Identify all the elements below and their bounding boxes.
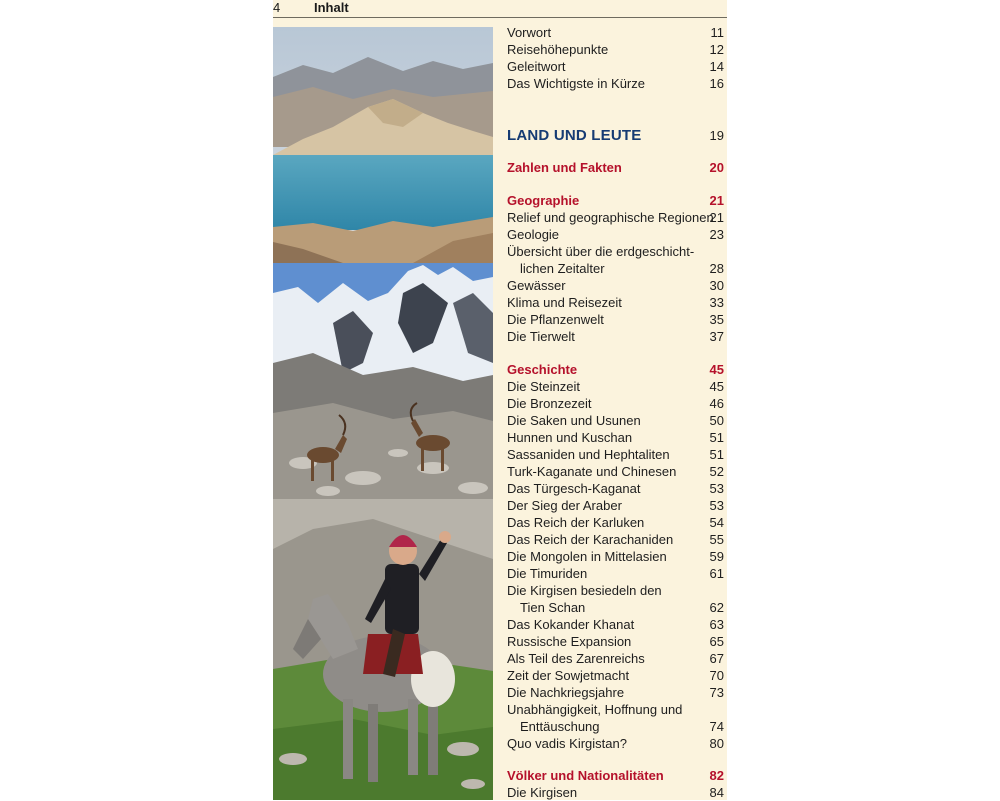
toc-entry [507,701,726,718]
toc-title: Die Tierwelt [507,329,575,344]
toc-entry [507,328,726,345]
toc-entry [507,531,726,548]
toc-entry [507,784,726,801]
toc-entry [507,582,726,599]
toc-entry [507,684,726,701]
toc-page-number: 74 [709,719,724,734]
toc-title: Das Wichtigste in Kürze [507,76,645,91]
toc-page-number: 45 [709,362,724,377]
toc-title: Unabhängigkeit, Hoffnung und [507,702,683,717]
toc-title: Vorwort [507,25,552,40]
toc-page-number: 37 [709,329,724,344]
toc-entry [507,294,726,311]
toc-entry [507,75,726,92]
toc-entry [507,412,726,429]
page-number: 4 [273,0,281,15]
toc-page-number: 53 [709,481,724,496]
toc-page-number: 62 [709,600,724,615]
toc-page-number: 55 [709,532,724,547]
toc-entry [507,429,726,446]
toc-entry [507,599,726,616]
toc-entry [507,446,726,463]
toc-title: Übersicht über die erdgeschicht- [507,244,695,259]
toc-part-heading [507,126,726,146]
toc-title: Turk-Kaganate und Chinesen [507,464,677,479]
toc-title: Die Pflanzenwelt [507,312,604,327]
toc-title: Das Türgesch-Kaganat [507,481,641,496]
toc-title: Das Kokander Khanat [507,617,635,632]
toc-entry [507,260,726,277]
toc-entry [507,616,726,633]
toc-title: Enttäuschung [520,719,600,734]
toc-page-number: 50 [709,413,724,428]
toc-section-heading [507,192,726,209]
toc-entry [507,548,726,565]
toc-page-number: 30 [709,278,724,293]
toc-title: Die Saken und Usunen [507,413,641,428]
toc-entry [507,667,726,684]
toc-section-heading [507,159,726,176]
toc-page-number: 52 [709,464,724,479]
toc-page-number: 82 [709,768,724,783]
toc-page-number: 80 [709,736,724,751]
toc-title: Als Teil des Zarenreichs [507,651,645,666]
toc-entry [507,463,726,480]
toc-title: Völker und Nationalitäten [507,768,664,783]
toc-entry [507,565,726,582]
toc-title: Geschichte [507,362,578,377]
toc-page-number: 70 [709,668,724,683]
toc-entry [507,209,726,226]
toc-title: Tien Schan [520,600,586,615]
toc-title: Geographie [507,193,580,208]
toc-page-number: 21 [709,193,724,208]
toc-entry [507,226,726,243]
toc-page-number: 12 [709,42,724,57]
toc-page-number: 59 [709,549,724,564]
toc-title: Die Mongolen in Mittelasien [507,549,667,564]
toc-title: Die Kirgisen besiedeln den [507,583,662,598]
toc-title: Das Reich der Karachaniden [507,532,674,547]
toc-entry [507,633,726,650]
toc-title: Geologie [507,227,560,242]
toc-section-heading [507,361,726,378]
toc-title: Die Kirgisen [507,785,578,800]
toc-page-number: 28 [709,261,724,276]
toc-title: Die Bronzezeit [507,396,592,411]
page-title: Inhalt [314,0,349,15]
toc-entry [507,650,726,667]
toc-title: Reisehöhepunkte [507,42,609,57]
toc-title: Geleitwort [507,59,566,74]
toc-page-number: 51 [709,430,724,445]
toc-page-number: 14 [709,59,724,74]
toc-title: Klima und Reisezeit [507,295,622,310]
toc-entry [507,480,726,497]
photo-column [273,27,493,800]
toc-page-number: 11 [710,25,724,40]
toc-page-number: 19 [709,128,724,143]
horse-rider-photo [273,499,493,800]
toc-page-number: 45 [709,379,724,394]
toc-title: lichen Zeitalter [520,261,605,276]
toc-entry [507,311,726,328]
toc-page-number: 54 [709,515,724,530]
page-header [273,0,727,18]
toc-page-number: 33 [709,295,724,310]
toc-title: Das Reich der Karluken [507,515,645,530]
toc-title: Die Nachkriegsjahre [507,685,625,700]
toc-page-number: 73 [709,685,724,700]
toc-title: Gewässer [507,278,566,293]
toc-title: Zeit der Sowjetmacht [507,668,630,683]
toc-page-number: 21 [709,210,724,225]
toc-page-number: 23 [709,227,724,242]
toc-page-number: 84 [709,785,724,800]
toc-entry [507,277,726,294]
toc-title: Russische Expansion [507,634,632,649]
mountain-ibex-photo [273,263,493,499]
toc-title: Hunnen und Kuschan [507,430,633,445]
mountain-lake-photo [273,27,493,263]
toc-title: Die Timuriden [507,566,588,581]
toc-entry [507,24,726,41]
toc-entry [507,497,726,514]
toc-page-number: 53 [709,498,724,513]
toc-page-number: 65 [709,634,724,649]
toc-entry [507,395,726,412]
toc-title: Der Sieg der Araber [507,498,622,513]
toc-title: Zahlen und Fakten [507,160,622,175]
toc-page-number: 51 [709,447,724,462]
toc-entry [507,243,726,260]
toc-page-number: 63 [709,617,724,632]
toc-entry [507,735,726,752]
toc-page-number: 67 [709,651,724,666]
toc-title: Sassaniden und Hephtaliten [507,447,670,462]
toc-entry [507,378,726,395]
toc-page-number: 46 [709,396,724,411]
toc-page-number: 20 [709,160,724,175]
toc-entry [507,58,726,75]
toc-entry [507,718,726,735]
toc-page-number: 16 [709,76,724,91]
toc-title: Relief und geographische Regionen [507,210,714,225]
toc-entry [507,41,726,58]
toc-entry [507,514,726,531]
toc-section-heading [507,767,726,784]
toc-title: Quo vadis Kirgistan? [507,736,627,751]
toc-title: Die Steinzeit [507,379,580,394]
toc-page-number: 61 [709,566,724,581]
toc-title: LAND UND LEUTE [507,127,642,144]
toc-page-number: 35 [709,312,724,327]
